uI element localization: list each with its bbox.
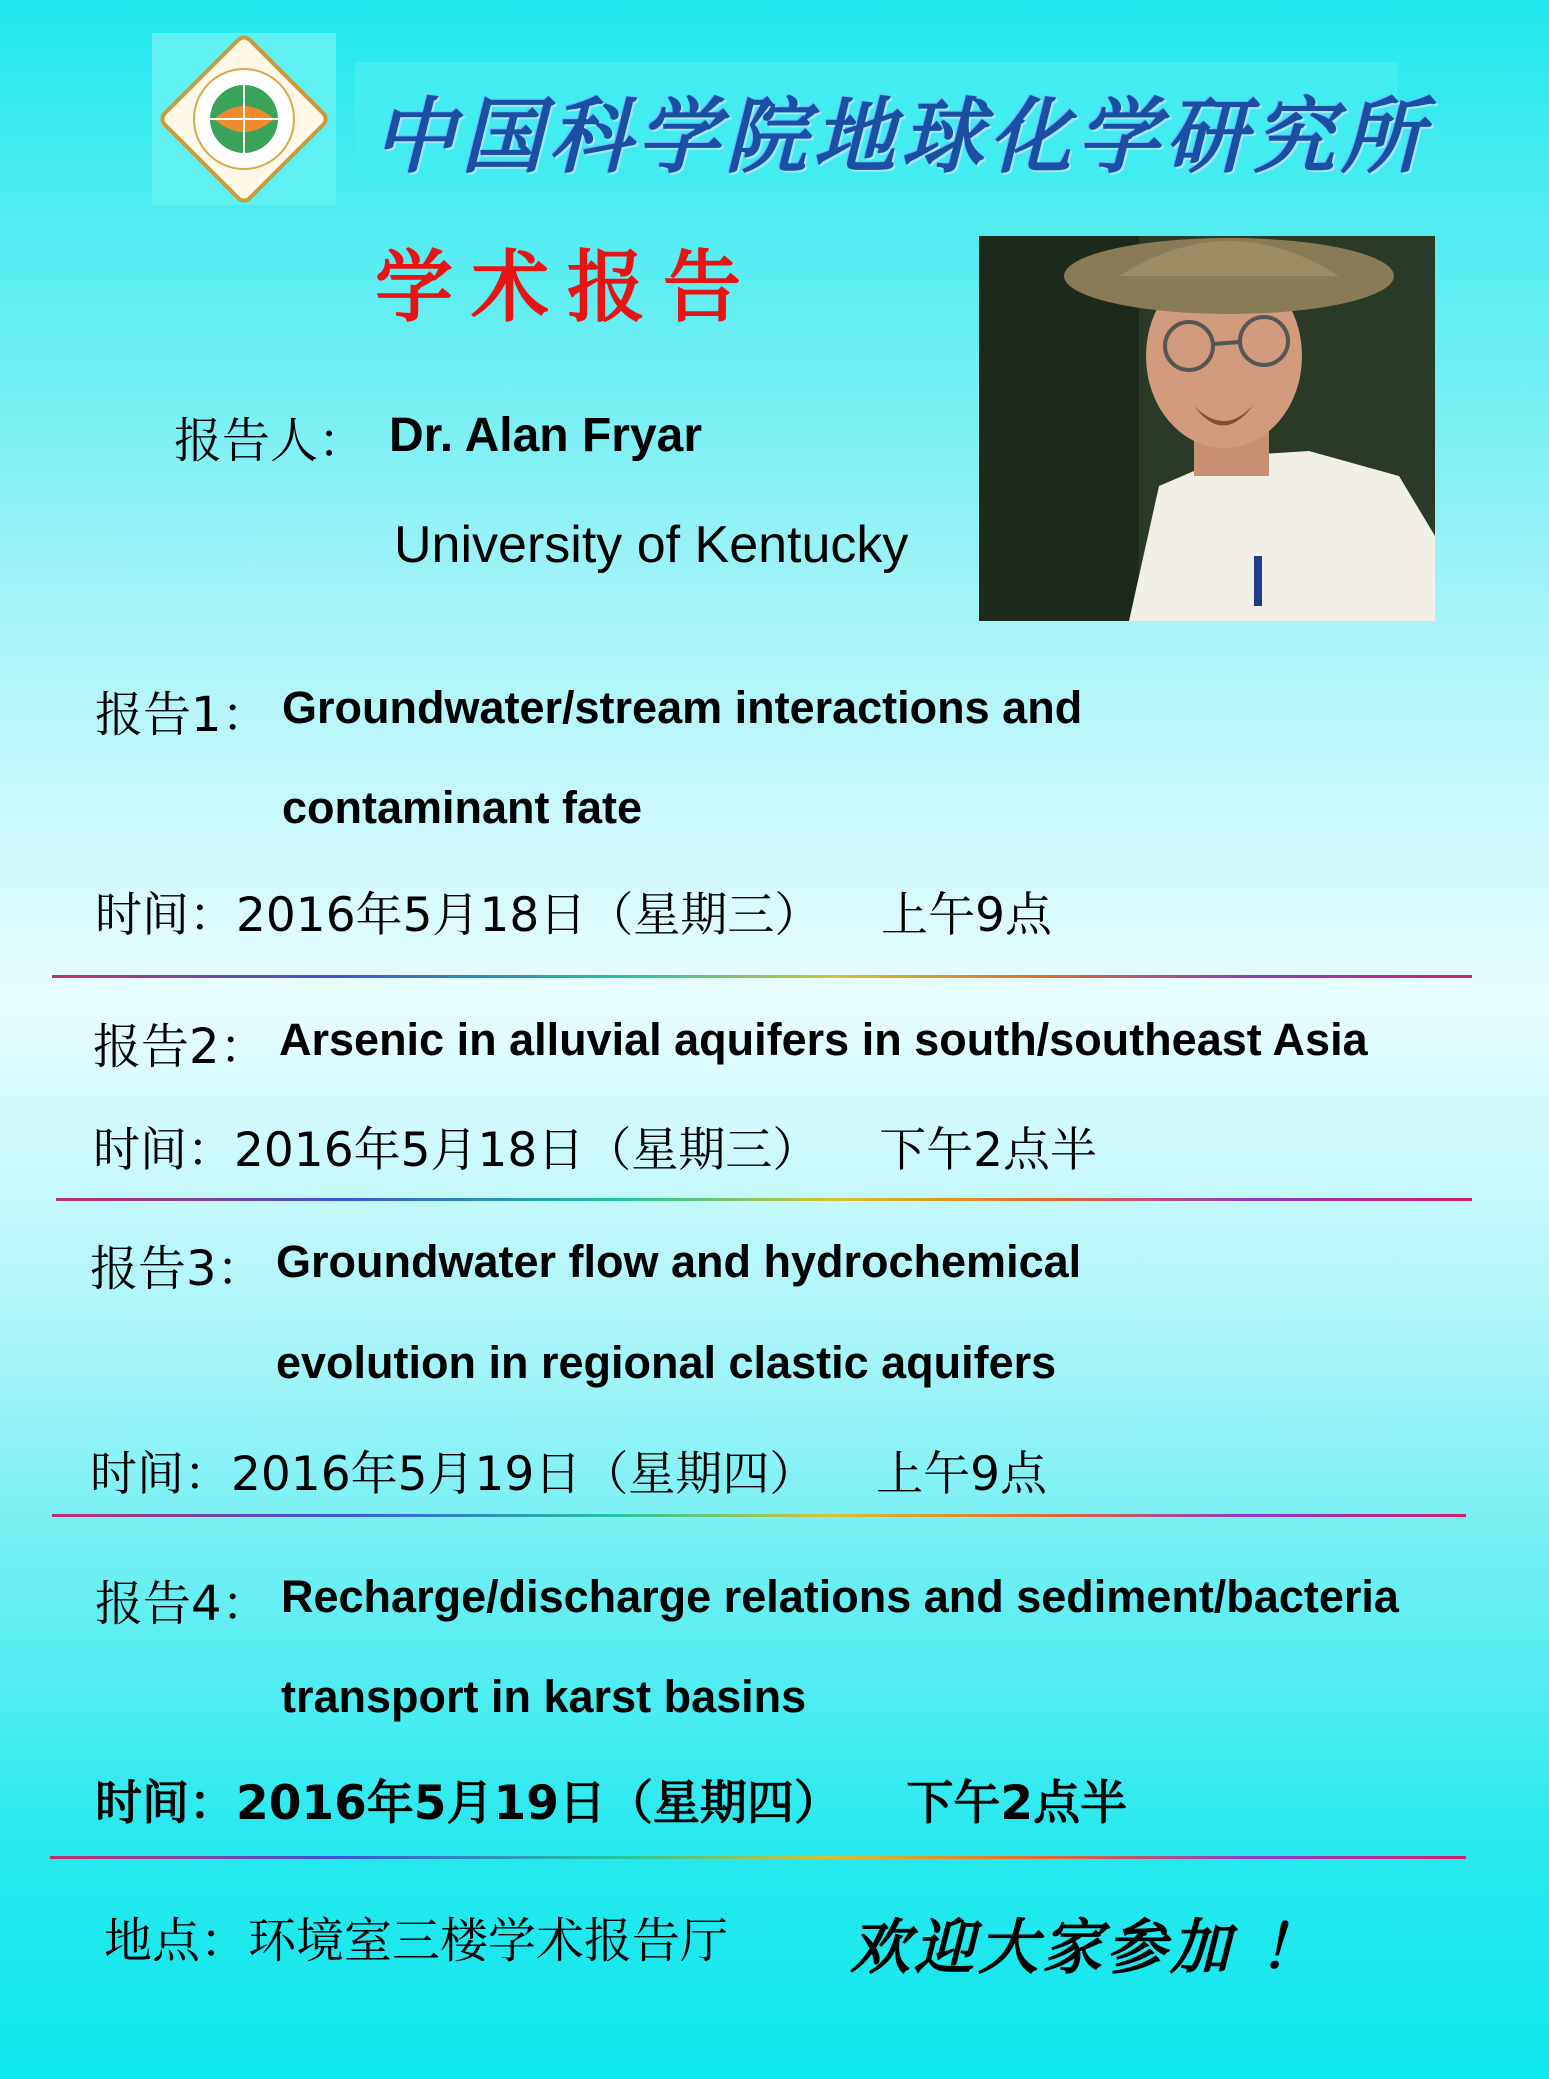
talk-3-time <box>90 1437 1047 1504</box>
talk-1-time-value: 2016年5月18日（星期三） 上午9点 <box>236 888 1052 943</box>
talk-1-time-label: 时间： <box>95 888 236 943</box>
logo-emblem-icon <box>152 33 336 205</box>
divider-3 <box>52 1514 1466 1517</box>
talk-2-time-label: 时间： <box>93 1123 234 1178</box>
speaker-label: 报告人： <box>174 413 367 469</box>
talk-3-title-line1: Groundwater flow and hydrochemical <box>276 1236 1082 1287</box>
talk-3-time-value: 2016年5月19日（星期四） 上午9点 <box>231 1447 1047 1502</box>
talk-2-title-line1: Arsenic in alluvial aquifers in south/southeast Asia <box>279 1014 1368 1065</box>
page-headline: 学术报告 <box>375 243 760 333</box>
talk-1-title-line1: Groundwater/stream interactions and <box>282 682 1083 733</box>
talk-4-time-label: 时间： <box>95 1776 236 1831</box>
talk-4-title-line1: Recharge/discharge relations and sediment/bacteria <box>281 1571 1399 1622</box>
talk-2-time-value: 2016年5月18日（星期三） 下午2点半 <box>234 1123 1097 1178</box>
institute-logo <box>152 33 336 205</box>
talk-4-time <box>95 1766 1127 1833</box>
divider-1 <box>52 975 1472 978</box>
talk-3-time-label: 时间： <box>90 1447 231 1502</box>
divider-2 <box>56 1198 1472 1201</box>
talk-1-title-line2: contaminant fate <box>282 782 643 833</box>
welcome-message: 欢迎大家参加 ！ <box>850 1913 1323 1983</box>
talk-2-time <box>93 1113 1097 1180</box>
location-label: 地点： <box>104 1913 249 1969</box>
talk-1-time <box>95 878 1052 945</box>
talk-4-time-value: 2016年5月19日（星期四） 下午2点半 <box>236 1776 1128 1831</box>
talk-4-title-line2: transport in karst basins <box>281 1671 807 1722</box>
talk-2-label: 报告2： <box>93 1019 268 1075</box>
institute-title-banner <box>355 62 1429 185</box>
talk-4-label: 报告4： <box>95 1576 270 1632</box>
speaker-affiliation: University of Kentucky <box>394 516 909 574</box>
talk-3-label: 报告3： <box>90 1241 265 1297</box>
speaker-photo <box>979 236 1435 621</box>
location <box>104 1902 728 1971</box>
location-value: 环境室三楼学术报告厅 <box>248 1913 729 1969</box>
talk-1-label: 报告1： <box>95 687 270 743</box>
divider-4 <box>50 1856 1466 1859</box>
speaker-name: Dr. Alan Fryar <box>389 409 703 462</box>
institute-title: 中国科学院地球化学研究所 <box>373 89 1429 185</box>
speaker-portrait-icon <box>979 236 1435 621</box>
talk-3-title-line2: evolution in regional clastic aquifers <box>276 1337 1057 1388</box>
